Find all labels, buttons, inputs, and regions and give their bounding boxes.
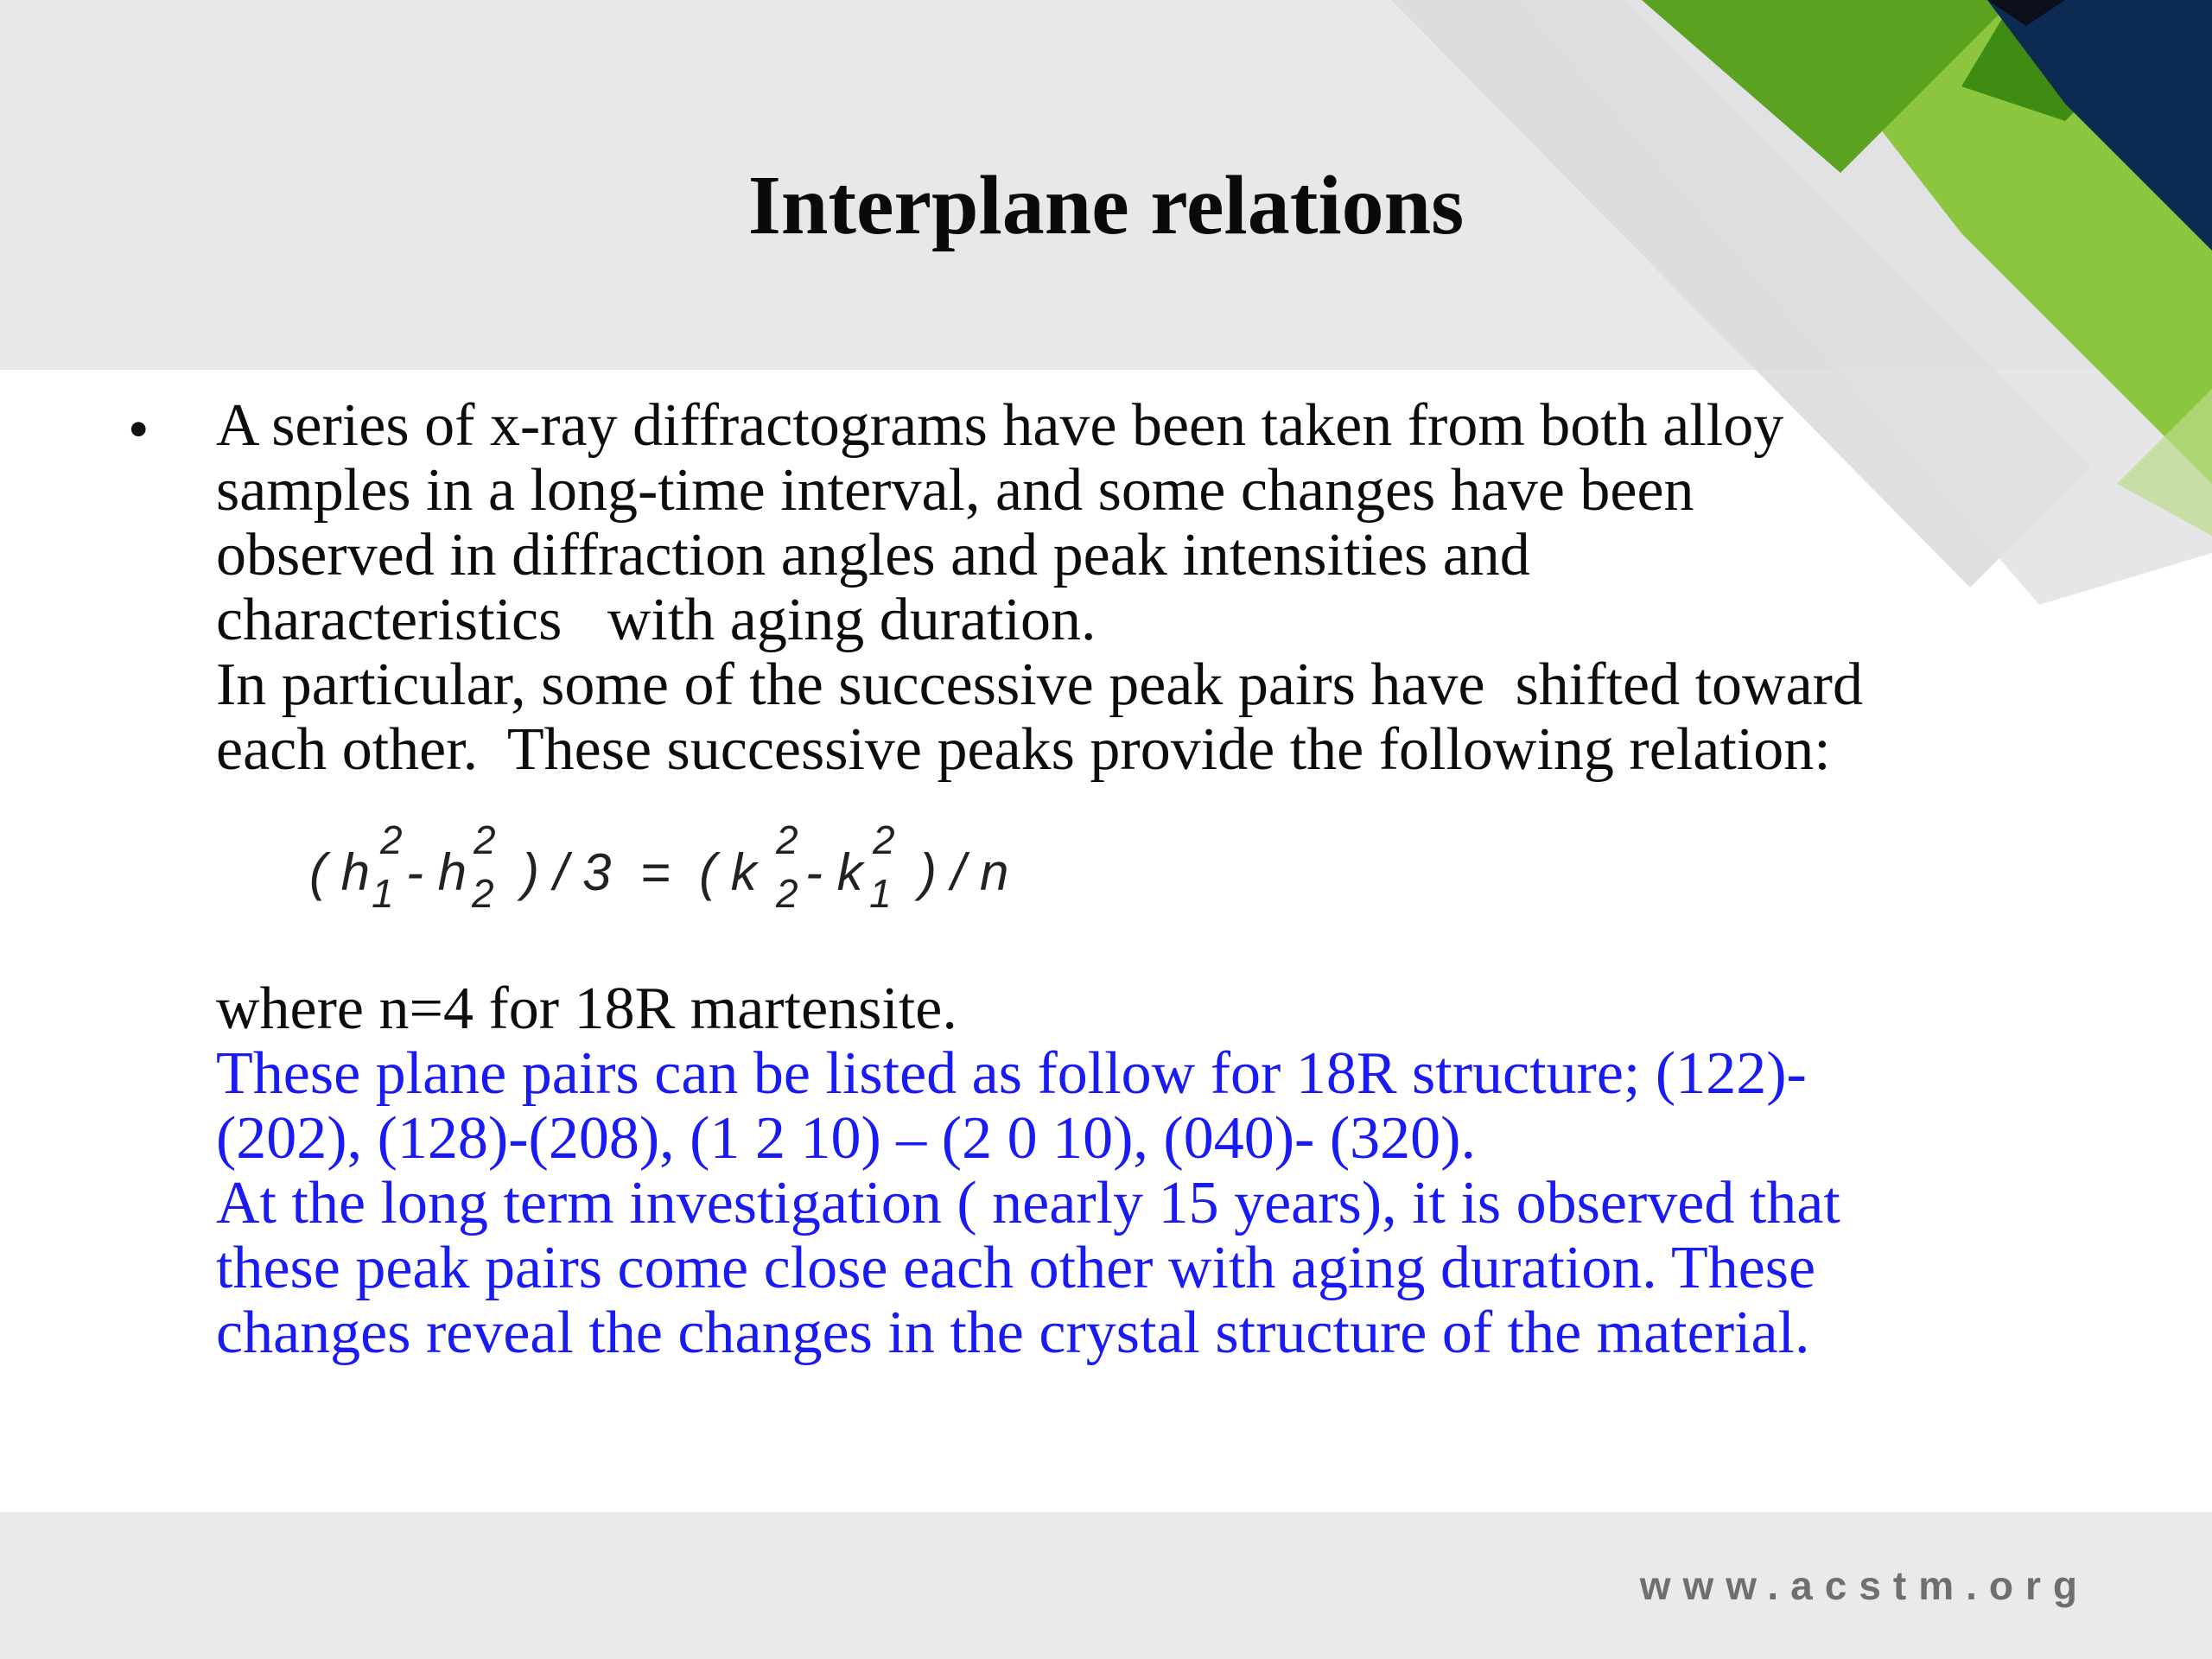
blue-line: (202), (128)-(208), (1 2 10) – (2 0 10), (040)- (320). [216, 1105, 1476, 1172]
eq-sup: 2 [380, 817, 403, 862]
eq-sub: 2 [776, 871, 798, 916]
eq-sub: 1 [869, 871, 892, 916]
eq-sup: 2 [873, 817, 895, 862]
paragraph-line: characteristics with aging duration. [216, 587, 1096, 653]
eq-close-n: ) / n [919, 843, 1009, 901]
blue-line: At the long term investigation ( nearly 15 years), it is observed that [216, 1170, 1840, 1236]
where-line: where n=4 for 18R martensite. [216, 976, 957, 1042]
footer-website-url: www.acstm.org [1639, 1563, 2089, 1608]
paragraph-line: In particular, some of the successive peak pairs have shifted toward [216, 652, 1863, 718]
eq-open-h1: ( h [309, 843, 371, 901]
eq-minus-h2: - h [406, 843, 467, 901]
eq-sub: 2 [472, 871, 494, 916]
paragraph-line: each other. These successive peaks provide the following relation: [216, 716, 1831, 783]
blue-line: changes reveal the changes in the crystal structure of the material. [216, 1300, 1810, 1366]
eq-sub: 1 [372, 871, 394, 916]
eq-sup: 2 [474, 817, 496, 862]
paragraph-line: observed in diffraction angles and peak intensities and [216, 522, 1530, 588]
eq-divide-equals-k2: ) / 3 = ( k [522, 843, 757, 901]
bullet-point: • [128, 397, 149, 463]
lower-paragraph [216, 976, 2160, 1365]
blue-line: These plane pairs can be listed as follow for 18R structure; (122)- [216, 1040, 1807, 1107]
paragraph-line: A series of x-ray diffractograms have been taken from both alloy [216, 392, 1784, 459]
blue-line: these peak pairs come close each other with aging duration. These [216, 1235, 1816, 1301]
eq-minus-k1: - k [805, 843, 863, 901]
relation-equation [309, 817, 1087, 929]
paragraph-line: samples in a long-time interval, and some changes have been [216, 457, 1694, 524]
bullet-paragraph [216, 393, 2160, 782]
slide-title: Interplane relations [747, 159, 1465, 252]
eq-sup: 2 [776, 817, 798, 862]
